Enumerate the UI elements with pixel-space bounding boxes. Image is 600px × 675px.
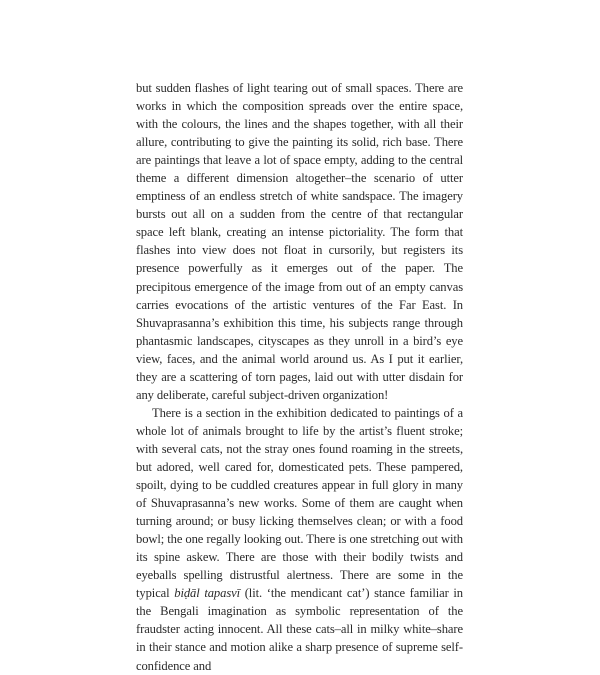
paragraph-1 (136, 79, 463, 404)
paragraph-2 (136, 404, 463, 675)
paragraph-2-text-a: There is a section in the exhibition dedicated to paintings of a whole lot of animals brought to life by the artist’s fluent stroke; with several cats, not the stray ones found roaming in the streets, but adored, well cared for, domesticated pets. These pampered, spoilt, dying to be cuddled creatures appear in full glory in many of Shuvaprasanna’s new works. Some of them are caught when turning around; or busy licking themselves clean; or with a food bowl; the one regally looking out. There is one stretching out with its spine askew. There are those with their bodily twists and eyeballs spelling distrustful alertness. There are some in the typical (136, 405, 463, 601)
paragraph-1-text: but sudden flashes of light tearing out of small spaces. There are works in which the composition spreads over the entire space, with the colours, the lines and the shapes together, with all their allure, contributing to give the painting its solid, rich base. There are paintings that leave a lot of space empty, adding to the central theme a different dimension altogether–the scenario of utter emptiness of an endless stretch of white sandspace. The imagery bursts out all on a sudden from the centre of that rectangular space left blank, creating an intense pictoriality. The form that flashes into view does not float in cursorily, but registers its presence powerfully as it emerges out of the paper. The precipitous emergence of the image from out of an empty canvas carries evocations of the artistic ventures of the Far East. In Shuvaprasanna’s exhibition this time, his subjects range through phantasmic landscapes, cityscapes as they unroll in a bird’s eye view, faces, and the animal world around us. As I put it earlier, they are a scattering of torn pages, laid out with utter disdain for any deliberate, careful subject-driven organization! (136, 81, 463, 402)
paragraph-2-text-b: (lit. ‘the mendicant cat’) stance familiar in the Bengali imagination as symbolic representation of the fraudster acting innocent. All these cats–all in milky white–share in their stance and motion alike a sharp presence of supreme self-confidence and (136, 586, 464, 673)
body-text (136, 79, 463, 675)
paragraph-2-italic-term: biḍāl tapasvī (174, 586, 241, 601)
